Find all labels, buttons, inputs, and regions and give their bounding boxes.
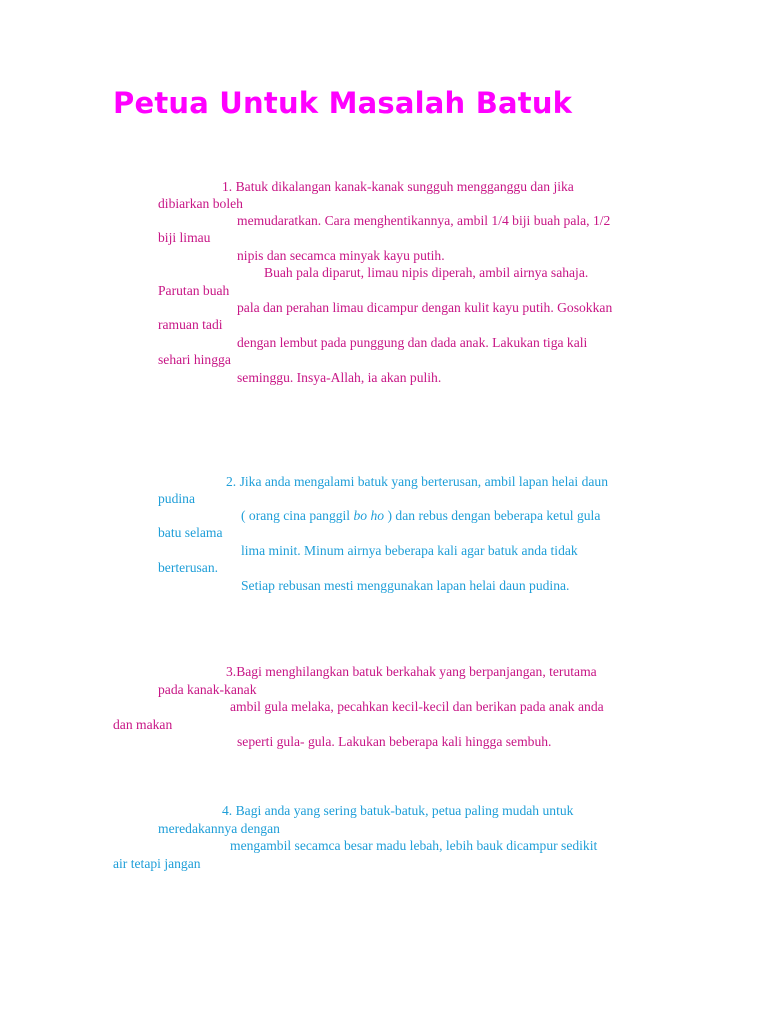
tip-3-line: 3.Bagi menghilangkan batuk berkahak yang berpanjangan, terutama [226, 664, 597, 679]
tip-3-line: ambil gula melaka, pecahkan kecil-kecil dan berikan pada anak anda [230, 699, 604, 714]
tip-2-line: batu selama [158, 525, 223, 540]
tip-2-line: lima minit. Minum airnya beberapa kali agar batuk anda tidak [241, 543, 578, 558]
tip-4-line: mengambil secamca besar madu lebah, lebih bauk dicampur sedikit [230, 838, 598, 853]
tip-4-line: 4. Bagi anda yang sering batuk-batuk, petua paling mudah untuk [222, 803, 574, 818]
tip-2-text: ( orang cina panggil [241, 508, 354, 523]
tip-4-line: air tetapi jangan [113, 856, 201, 871]
tip-1-line: biji limau [158, 230, 211, 245]
tip-1-line: dengan lembut pada punggung dan dada anak. Lakukan tiga kali [237, 335, 588, 350]
tip-2-line [241, 507, 600, 524]
tip-3-line: dan makan [113, 717, 173, 732]
tip-2-line: berterusan. [158, 560, 219, 575]
tip-1-line: seminggu. Insya-Allah, ia akan pulih. [237, 370, 442, 385]
tip-2-line: 2. Jika anda mengalami batuk yang berterusan, ambil lapan helai daun [226, 474, 609, 489]
tip-1-line: sehari hingga [158, 352, 231, 367]
tip-1-line: dibiarkan boleh [158, 196, 243, 211]
tip-4-line: meredakannya dengan [158, 821, 280, 836]
tip-3-line: seperti gula- gula. Lakukan beberapa kali hingga sembuh. [237, 734, 552, 749]
tip-2-text: ) dan rebus dengan beberapa ketul gula [384, 508, 601, 523]
tip-1-line: memudaratkan. Cara menghentikannya, ambil 1/4 biji buah pala, 1/2 [237, 213, 611, 228]
tip-1-line: nipis dan secamca minyak kayu putih. [237, 248, 445, 263]
tip-2-line: Setiap rebusan mesti menggunakan lapan helai daun pudina. [241, 578, 570, 593]
tip-1-line: Parutan buah [158, 283, 230, 298]
tip-1-line: ramuan tadi [158, 317, 223, 332]
tip-2-italic-term: bo ho [353, 508, 385, 523]
tip-1-line: pala dan perahan limau dicampur dengan kulit kayu putih. Gosokkan [237, 300, 613, 315]
page-title: Petua Untuk Masalah Batuk [113, 86, 573, 120]
tip-3-line: pada kanak-kanak [158, 682, 257, 697]
tip-2-line: pudina [158, 491, 195, 506]
tip-1-line: 1. Batuk dikalangan kanak-kanak sungguh mengganggu dan jika [222, 179, 574, 194]
tip-1-line: Buah pala diparut, limau nipis diperah, ambil airnya sahaja. [264, 265, 589, 280]
